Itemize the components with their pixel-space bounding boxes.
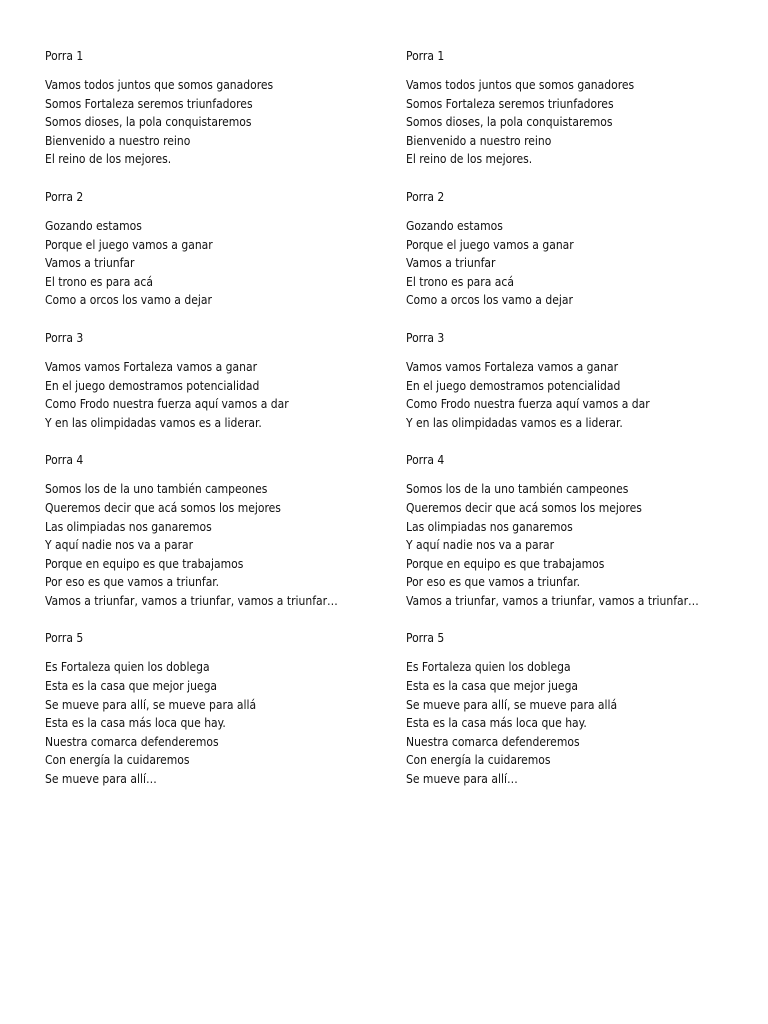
text-line: Como Frodo nuestra fuerza aquí vamos a dar xyxy=(406,397,650,412)
section-title: Porra 4 xyxy=(406,453,445,468)
text-line: Bienvenido a nuestro reino xyxy=(406,133,552,148)
text-line: Queremos decir que acá somos los mejores xyxy=(406,500,642,515)
text-line: Porque en equipo es que trabajamos xyxy=(45,556,244,571)
section-title: Porra 1 xyxy=(406,49,445,63)
text-line: Somos Fortaleza seremos triunfadores xyxy=(45,96,253,111)
text-line: Vamos a triunfar xyxy=(45,256,135,271)
text-line: Es Fortaleza quien los doblega xyxy=(406,660,571,675)
section-porra-1 xyxy=(45,47,385,169)
text-line: Gozando estamos xyxy=(406,218,503,233)
section-porra-3 xyxy=(45,329,385,432)
text-line: Las olimpiadas nos ganaremos xyxy=(406,519,573,534)
text-line: Queremos decir que acá somos los mejores xyxy=(45,500,281,515)
text-line: Somos Fortaleza seremos triunfadores xyxy=(406,96,614,111)
text-line: Nuestra comarca defenderemos xyxy=(45,734,219,749)
text-line: Como Frodo nuestra fuerza aquí vamos a dar xyxy=(45,397,289,412)
section-porra-3-copy xyxy=(406,329,746,432)
text-line: Y aquí nadie nos va a parar xyxy=(406,538,555,553)
section-porra-5 xyxy=(45,629,385,788)
text-line: Vamos todos juntos que somos ganadores xyxy=(406,78,635,92)
text-line: Vamos vamos Fortaleza vamos a ganar xyxy=(406,359,619,374)
text-line: Por eso es que vamos a triunfar. xyxy=(406,575,581,590)
text-line: Por eso es que vamos a triunfar. xyxy=(45,575,220,590)
text-line: Y en las olimpidadas vamos es a liderar. xyxy=(406,415,623,430)
text-line: Las olimpiadas nos ganaremos xyxy=(45,519,212,534)
text-line: Con energía la cuidaremos xyxy=(45,753,190,768)
text-line: Esta es la casa que mejor juega xyxy=(45,679,218,694)
text-line: Y aquí nadie nos va a parar xyxy=(45,538,194,553)
text-line: En el juego demostramos potencialidad xyxy=(406,378,621,393)
left-column xyxy=(45,47,385,789)
text-line: Se mueve para allí, se mueve para allá xyxy=(45,697,257,712)
section-title: Porra 3 xyxy=(45,330,84,345)
section-porra-1-copy xyxy=(406,47,746,169)
text-line: Somos dioses, la pola conquistaremos xyxy=(406,115,613,130)
text-line: Esta es la casa que mejor juega xyxy=(406,679,579,694)
text-line: Con energía la cuidaremos xyxy=(406,753,551,768)
section-title: Porra 5 xyxy=(406,631,445,646)
text-line: Esta es la casa más loca que hay. xyxy=(406,716,587,731)
text-line: En el juego demostramos potencialidad xyxy=(45,378,260,393)
text-line: Gozando estamos xyxy=(45,218,142,233)
text-line: Esta es la casa más loca que hay. xyxy=(45,716,226,731)
section-porra-2-copy xyxy=(406,188,746,310)
text-line: Vamos a triunfar xyxy=(406,256,496,271)
text-line: El reino de los mejores. xyxy=(406,152,533,167)
text-line: El reino de los mejores. xyxy=(45,152,172,167)
text-line: Nuestra comarca defenderemos xyxy=(406,734,580,749)
text-line: Como a orcos los vamo a dejar xyxy=(45,293,212,308)
section-porra-2 xyxy=(45,188,385,310)
text-line: Y en las olimpidadas vamos es a liderar. xyxy=(45,415,262,430)
text-line: El trono es para acá xyxy=(406,274,514,289)
section-title: Porra 1 xyxy=(45,49,84,63)
section-title: Porra 2 xyxy=(45,189,84,204)
text-line: Vamos a triunfar, vamos a triunfar, vamos a triunfar… xyxy=(45,593,338,608)
text-line: Somos los de la uno también campeones xyxy=(406,482,629,497)
section-porra-5-copy xyxy=(406,629,746,788)
section-title: Porra 3 xyxy=(406,330,445,345)
section-title: Porra 4 xyxy=(45,453,84,468)
text-line: Bienvenido a nuestro reino xyxy=(45,133,191,148)
text-line: Se mueve para allí… xyxy=(406,772,518,787)
section-title: Porra 5 xyxy=(45,631,84,646)
section-porra-4-copy xyxy=(406,451,746,610)
text-line: Porque el juego vamos a ganar xyxy=(45,237,213,252)
text-line: Somos dioses, la pola conquistaremos xyxy=(45,115,252,130)
section-title: Porra 2 xyxy=(406,189,445,204)
text-line: Vamos a triunfar, vamos a triunfar, vamos a triunfar… xyxy=(406,593,699,608)
text-line: Como a orcos los vamo a dejar xyxy=(406,293,573,308)
text-line: Se mueve para allí… xyxy=(45,772,157,787)
right-column xyxy=(406,47,746,789)
text-line: Porque el juego vamos a ganar xyxy=(406,237,574,252)
text-line: Es Fortaleza quien los doblega xyxy=(45,660,210,675)
text-line: Porque en equipo es que trabajamos xyxy=(406,556,605,571)
text-line: Vamos vamos Fortaleza vamos a ganar xyxy=(45,359,258,374)
section-porra-4 xyxy=(45,451,385,610)
text-line: Somos los de la uno también campeones xyxy=(45,482,268,497)
text-line: El trono es para acá xyxy=(45,274,153,289)
text-line: Vamos todos juntos que somos ganadores xyxy=(45,78,274,92)
text-line: Se mueve para allí, se mueve para allá xyxy=(406,697,618,712)
